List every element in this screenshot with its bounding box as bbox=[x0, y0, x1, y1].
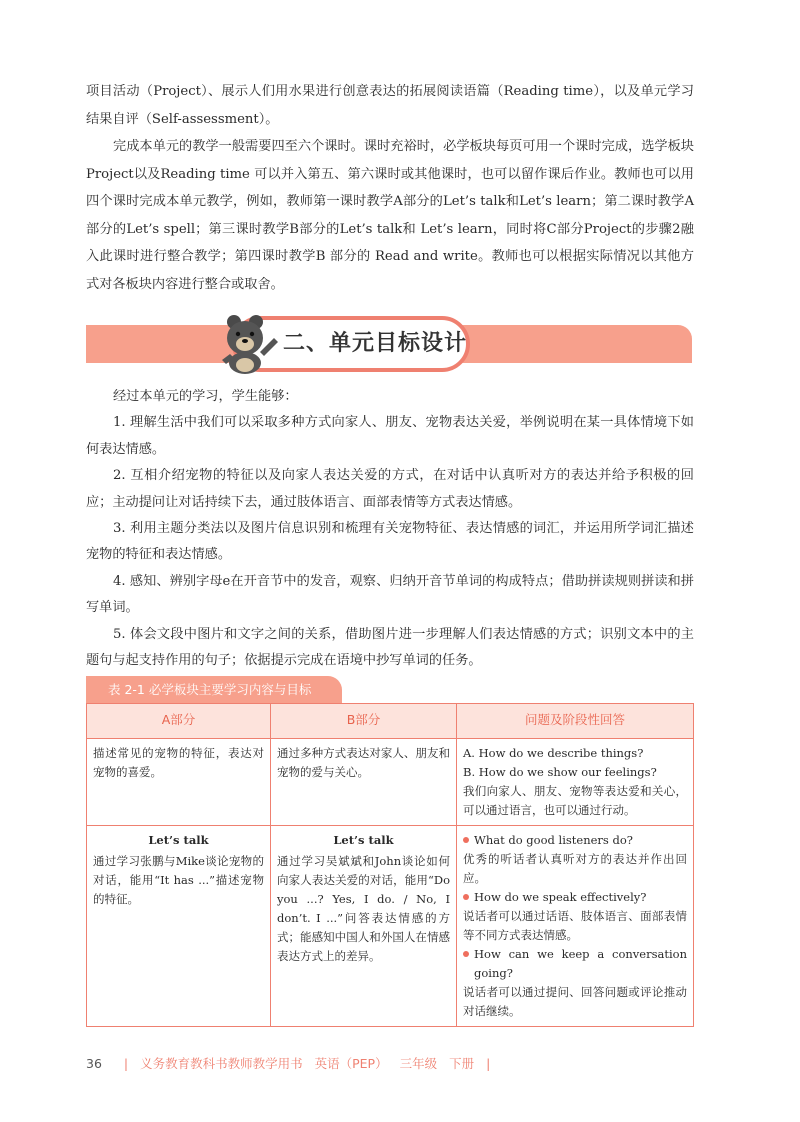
answer-text: 说话者可以通过话语、肢体语言、面部表情等不同方式表达情感。 bbox=[463, 909, 687, 942]
section-title: 二、单元目标设计 bbox=[282, 331, 467, 356]
learning-goals-table bbox=[86, 703, 694, 1027]
table-caption: 表 2-1 必学板块主要学习内容与目标 bbox=[86, 676, 342, 703]
footer-volume: 下册 bbox=[449, 1056, 475, 1071]
goals-block bbox=[86, 384, 694, 674]
row1-answer: 我们向家人、朋友、宠物等表达爱和关心，可以通过语言，也可以通过行动。 bbox=[463, 784, 687, 817]
row1-questions bbox=[457, 739, 694, 826]
page-number: 36 bbox=[86, 1056, 102, 1071]
row1-question-b: B. How do we show our feelings? bbox=[463, 765, 657, 779]
question-text: What do good listeners do? bbox=[474, 833, 633, 847]
footer-separator: | bbox=[123, 1056, 129, 1071]
row2-part-b-title: Let’s talk bbox=[333, 833, 394, 847]
goal-item-1: 1. 理解生活中我们可以采取多种方式向家人、朋友、宠物表达关爱，举例说明在某一具体情境下如何表达情感。 bbox=[86, 415, 694, 457]
footer-grade: 三年级 bbox=[399, 1056, 438, 1071]
footer-separator: | bbox=[486, 1056, 491, 1071]
bullet-dot-icon bbox=[463, 837, 469, 843]
bear-mascot-icon bbox=[214, 308, 284, 374]
page-footer bbox=[86, 1054, 498, 1072]
row2-part-b-text: 通过学习吴斌斌和John谈论如何向家人表达关爱的对话，能用“Do you ...? Yes, I do. / No, I don’t. I ...”问答表达情感的方式；能感知中国人和外国人在情感表达方式上的差异。 bbox=[277, 854, 450, 963]
goals-lead: 经过本单元的学习，学生能够： bbox=[113, 389, 298, 404]
answer-text: 说话者可以通过提问、回答问题或评论推动对话继续。 bbox=[463, 985, 687, 1018]
goal-item-5: 5. 体会文段中图片和文字之间的关系，借助图片进一步理解人们表达情感的方式；识别文本中的主题句与起支持作用的句子；依据提示完成在语境中抄写单词的任务。 bbox=[86, 626, 694, 669]
row2-part-a-title: Let’s talk bbox=[148, 833, 209, 847]
header-part-a: A部分 bbox=[87, 704, 271, 739]
table-header-row bbox=[87, 704, 694, 739]
footer-book: 义务教育教科书教师教学用书 bbox=[140, 1056, 303, 1071]
row2-questions bbox=[457, 826, 694, 1027]
question-item bbox=[463, 945, 687, 983]
row1-part-a: 描述常见的宠物的特征，表达对宠物的喜爱。 bbox=[87, 739, 271, 826]
row2-part-b bbox=[271, 826, 457, 1027]
question-item bbox=[463, 831, 687, 850]
question-text: How do we speak effectively? bbox=[474, 890, 647, 904]
goal-item-4: 4. 感知、辨别字母e在开音节中的发音，观察、归纳开音节单词的构成特点；借助拼读规则拼读和拼写单词。 bbox=[86, 573, 694, 616]
row1-question-a: A. How do we describe things? bbox=[463, 746, 644, 760]
bullet-dot-icon bbox=[463, 894, 469, 900]
answer-text: 优秀的听话者认真听对方的表达并作出回应。 bbox=[463, 852, 687, 885]
goal-item-2: 2. 互相介绍宠物的特征以及向家人表达关爱的方式，在对话中认真听对方的表达并给予积极的回应；主动提问让对话持续下去，通过肢体语言、面部表情等方式表达情感。 bbox=[86, 468, 694, 510]
table-row bbox=[87, 826, 694, 1027]
row2-part-a-text: 通过学习张鹏与Mike谈论宠物的对话，能用“It has ...”描述宠物的特征。 bbox=[93, 854, 264, 906]
goal-item-3: 3. 利用主题分类法以及图片信息识别和梳理有关宠物特征、表达情感的词汇，并运用所学词汇描述宠物的特征和表达情感。 bbox=[86, 521, 694, 563]
question-text: How can we keep a conversation going? bbox=[474, 947, 687, 980]
header-part-b: B部分 bbox=[271, 704, 457, 739]
question-item bbox=[463, 888, 687, 907]
intro-paragraph-2: 完成本单元的教学一般需要四至六个课时。课时充裕时，必学板块每页可用一个课时完成，选学板块Project以及Reading time 可以并入第五、第六课时或其他课时，也可以留作课后作业。教师也可以用四个课时完成本单元教学，例如，教师第一课时教学A部分的Let’s talk和Let’s learn；第二课时教学A部分的Let’s spell；第三课时教学B部分的Let’s talk和 Let’s learn，同时将C部分Project的步骤2融入此课时进行整合教学；第四课时教学B 部分的 Read and write。教师也可以根据实际情况以其他方式对各板块内容进行整合或取舍。 bbox=[86, 139, 694, 292]
bullet-dot-icon bbox=[463, 951, 469, 957]
table-row bbox=[87, 739, 694, 826]
row1-part-b: 通过多种方式表达对家人、朋友和宠物的爱与关心。 bbox=[271, 739, 457, 826]
footer-subject: 英语（PEP） bbox=[314, 1056, 388, 1071]
row2-part-a bbox=[87, 826, 271, 1027]
intro-paragraph-1: 项目活动（Project）、展示人们用水果进行创意表达的拓展阅读语篇（Reading time），以及单元学习结果自评（Self-assessment）。 bbox=[86, 84, 694, 127]
header-questions: 问题及阶段性回答 bbox=[457, 704, 694, 739]
